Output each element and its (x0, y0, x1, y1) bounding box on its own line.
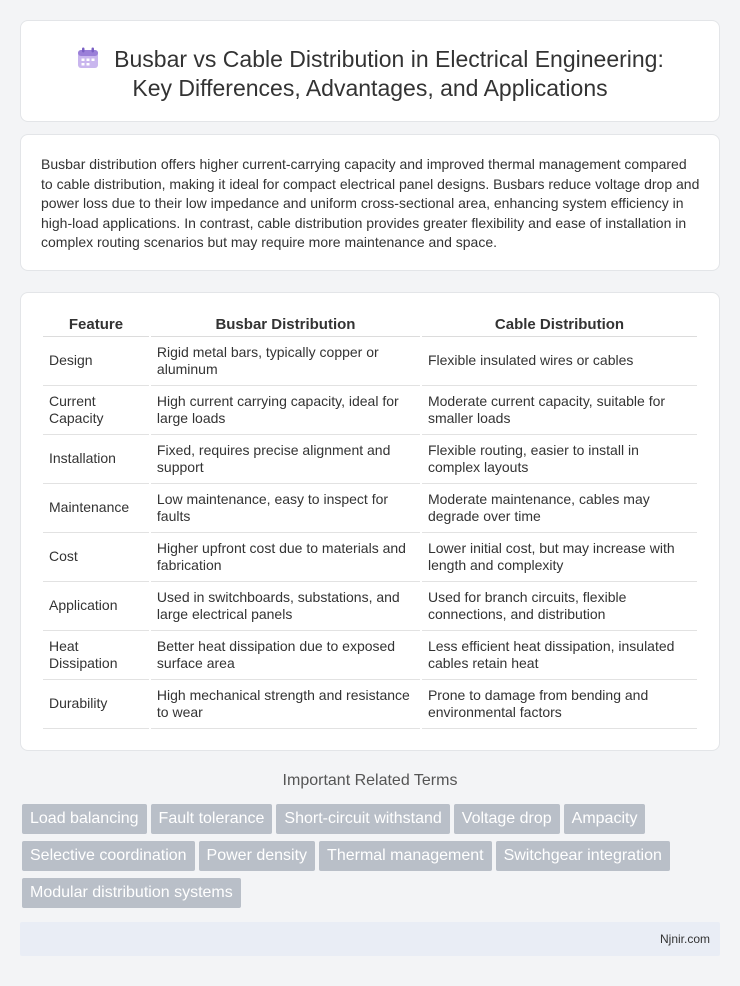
term-tag[interactable]: Fault tolerance (151, 804, 273, 834)
cable-cell: Lower initial cost, but may increase with length and complexity (422, 533, 697, 582)
term-tag[interactable]: Thermal management (319, 841, 492, 871)
title-line-1: Busbar vs Cable Distribution in Electrical Engineering: (114, 46, 664, 72)
table-row (43, 484, 697, 533)
feature-cell: Heat Dissipation (43, 631, 149, 680)
footer (20, 922, 720, 956)
cable-cell: Moderate maintenance, cables may degrade over time (422, 484, 697, 533)
cable-cell: Used for branch circuits, flexible connections, and distribution (422, 582, 697, 631)
cable-cell: Less efficient heat dissipation, insulated cables retain heat (422, 631, 697, 680)
table-row (43, 337, 697, 386)
table-row (43, 435, 697, 484)
busbar-cell: High current carrying capacity, ideal for large loads (151, 386, 420, 435)
busbar-cell: Better heat dissipation due to exposed surface area (151, 631, 420, 680)
cable-cell: Prone to damage from bending and environmental factors (422, 680, 697, 729)
summary-card (20, 134, 720, 271)
feature-cell: Maintenance (43, 484, 149, 533)
table-row (43, 631, 697, 680)
header-cable: Cable Distribution (422, 315, 697, 337)
table-row (43, 533, 697, 582)
cable-cell: Flexible insulated wires or cables (422, 337, 697, 386)
comparison-table-card (20, 292, 720, 751)
feature-cell: Application (43, 582, 149, 631)
related-terms-list (22, 804, 722, 915)
term-tag[interactable]: Short-circuit withstand (276, 804, 449, 834)
busbar-cell: Higher upfront cost due to materials and fabrication (151, 533, 420, 582)
term-tag[interactable]: Selective coordination (22, 841, 195, 871)
feature-cell: Cost (43, 533, 149, 582)
feature-cell: Installation (43, 435, 149, 484)
page-title (21, 45, 719, 103)
cable-cell: Moderate current capacity, suitable for smaller loads (422, 386, 697, 435)
feature-cell: Design (43, 337, 149, 386)
related-terms-title: Important Related Terms (282, 772, 458, 789)
busbar-cell: High mechanical strength and resistance to wear (151, 680, 420, 729)
table-row (43, 582, 697, 631)
term-tag[interactable]: Voltage drop (454, 804, 560, 834)
summary-text: Busbar distribution offers higher current-carrying capacity and improved thermal management compared to cable distribution, making it ideal for compact electrical panel designs. Busbars reduce voltage drop and power loss due to their low impedance and uniform cross-sectional area, enhancing system efficiency in high-load applications. In contrast, cable distribution provides greater flexibility and ease of installation in complex routing scenarios but may require more maintenance and space. (41, 156, 700, 251)
header-feature: Feature (43, 315, 149, 337)
header-busbar: Busbar Distribution (151, 315, 420, 337)
cable-cell: Flexible routing, easier to install in complex layouts (422, 435, 697, 484)
comparison-table (41, 315, 699, 729)
term-tag[interactable]: Modular distribution systems (22, 878, 241, 908)
busbar-cell: Used in switchboards, substations, and large electrical panels (151, 582, 420, 631)
term-tag[interactable]: Ampacity (564, 804, 646, 834)
feature-cell: Current Capacity (43, 386, 149, 435)
footer-site-link[interactable]: Njnir.com (659, 932, 710, 946)
table-row (43, 680, 697, 729)
feature-cell: Durability (43, 680, 149, 729)
term-tag[interactable]: Load balancing (22, 804, 147, 834)
busbar-cell: Low maintenance, easy to inspect for faults (151, 484, 420, 533)
table-row (43, 386, 697, 435)
header-card (20, 20, 720, 122)
table-header-row (43, 315, 697, 337)
title-line-2: Key Differences, Advantages, and Applications (132, 75, 608, 101)
busbar-cell: Fixed, requires precise alignment and support (151, 435, 420, 484)
term-tag[interactable]: Switchgear integration (496, 841, 670, 871)
calendar-icon (76, 46, 100, 70)
busbar-cell: Rigid metal bars, typically copper or aluminum (151, 337, 420, 386)
term-tag[interactable]: Power density (199, 841, 316, 871)
